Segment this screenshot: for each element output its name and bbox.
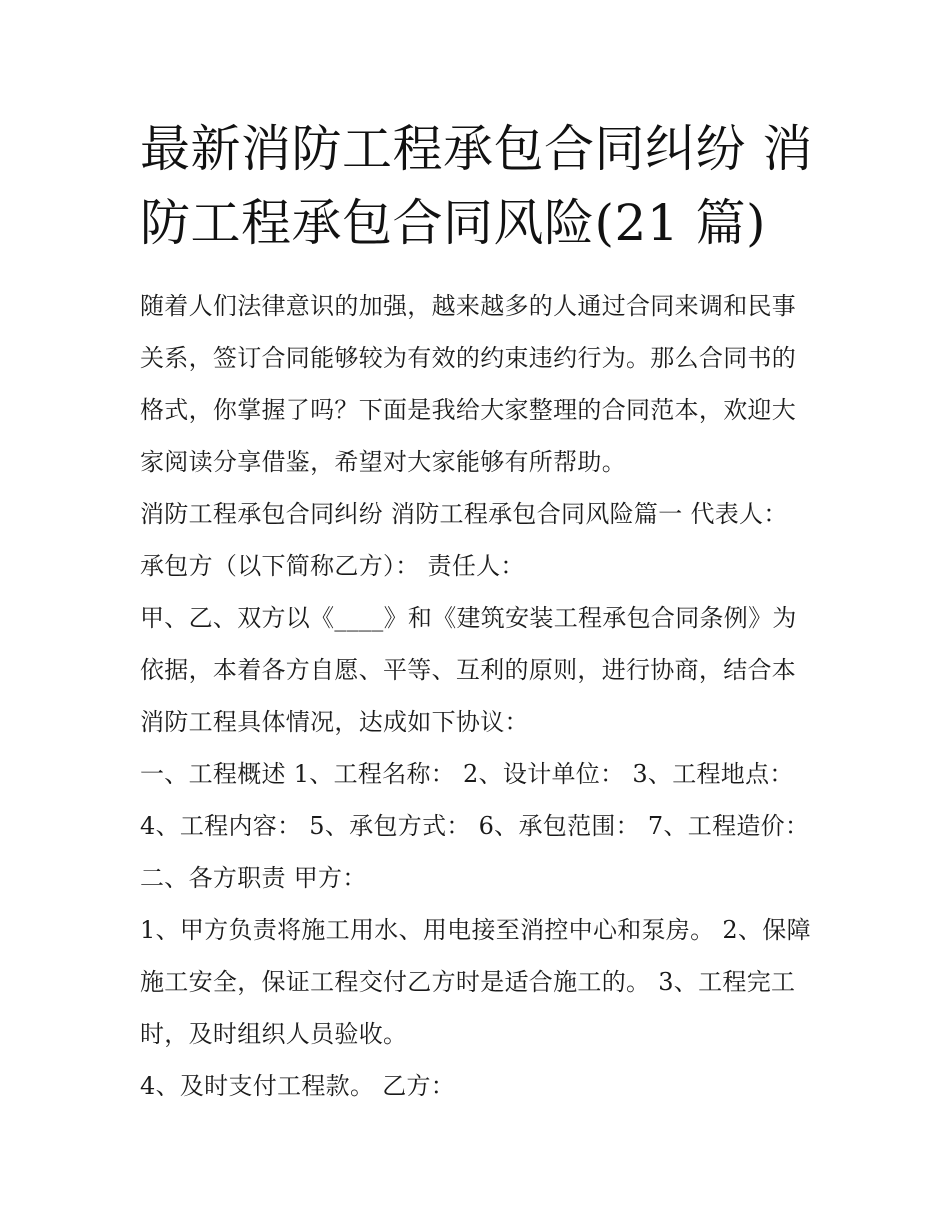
document-title: 最新消防工程承包合同纠纷 消防工程承包合同风险(21 篇) [140, 120, 813, 252]
responsibilities-heading-paragraph: 二、各方职责 甲方： [140, 864, 367, 892]
intro-paragraph: 随着人们法律意识的加强，越来越多的人通过合同来调和民事关系，签订合同能够较为有效的约束违约行为。那么合同书的格式，你掌握了吗？下面是我给大家整理的合同范本，欢迎大家阅读分享借鉴，希望对大家能够有所帮助。 [140, 292, 797, 476]
agreement-basis-paragraph: 甲、乙、双方以《____》和《建筑安装工程承包合同条例》为依据，本着各方自愿、平等、互利的原则，进行协商，结合本消防工程具体情况，达成如下协议： [140, 604, 797, 736]
project-overview-paragraph: 一、工程概述 1、工程名称： 2、设计单位： 3、工程地点： [140, 760, 794, 788]
contractor-paragraph: 承包方（以下简称乙方）： 责任人： [140, 552, 525, 580]
party-a-duties-paragraph: 1、甲方负责将施工用水、用电接至消控中心和泵房。 2、保障施工安全，保证工程交付乙方时是适合施工的。 3、工程完工时，及时组织人员验收。 [140, 916, 811, 1048]
project-details-paragraph: 4、工程内容： 5、承包方式： 6、承包范围： 7、工程造价： [140, 812, 810, 840]
document-body [140, 280, 820, 1112]
section-heading-paragraph: 消防工程承包合同纠纷 消防工程承包合同风险篇一 代表人： [140, 500, 788, 528]
payment-paragraph: 4、及时支付工程款。 乙方： [140, 1072, 456, 1100]
